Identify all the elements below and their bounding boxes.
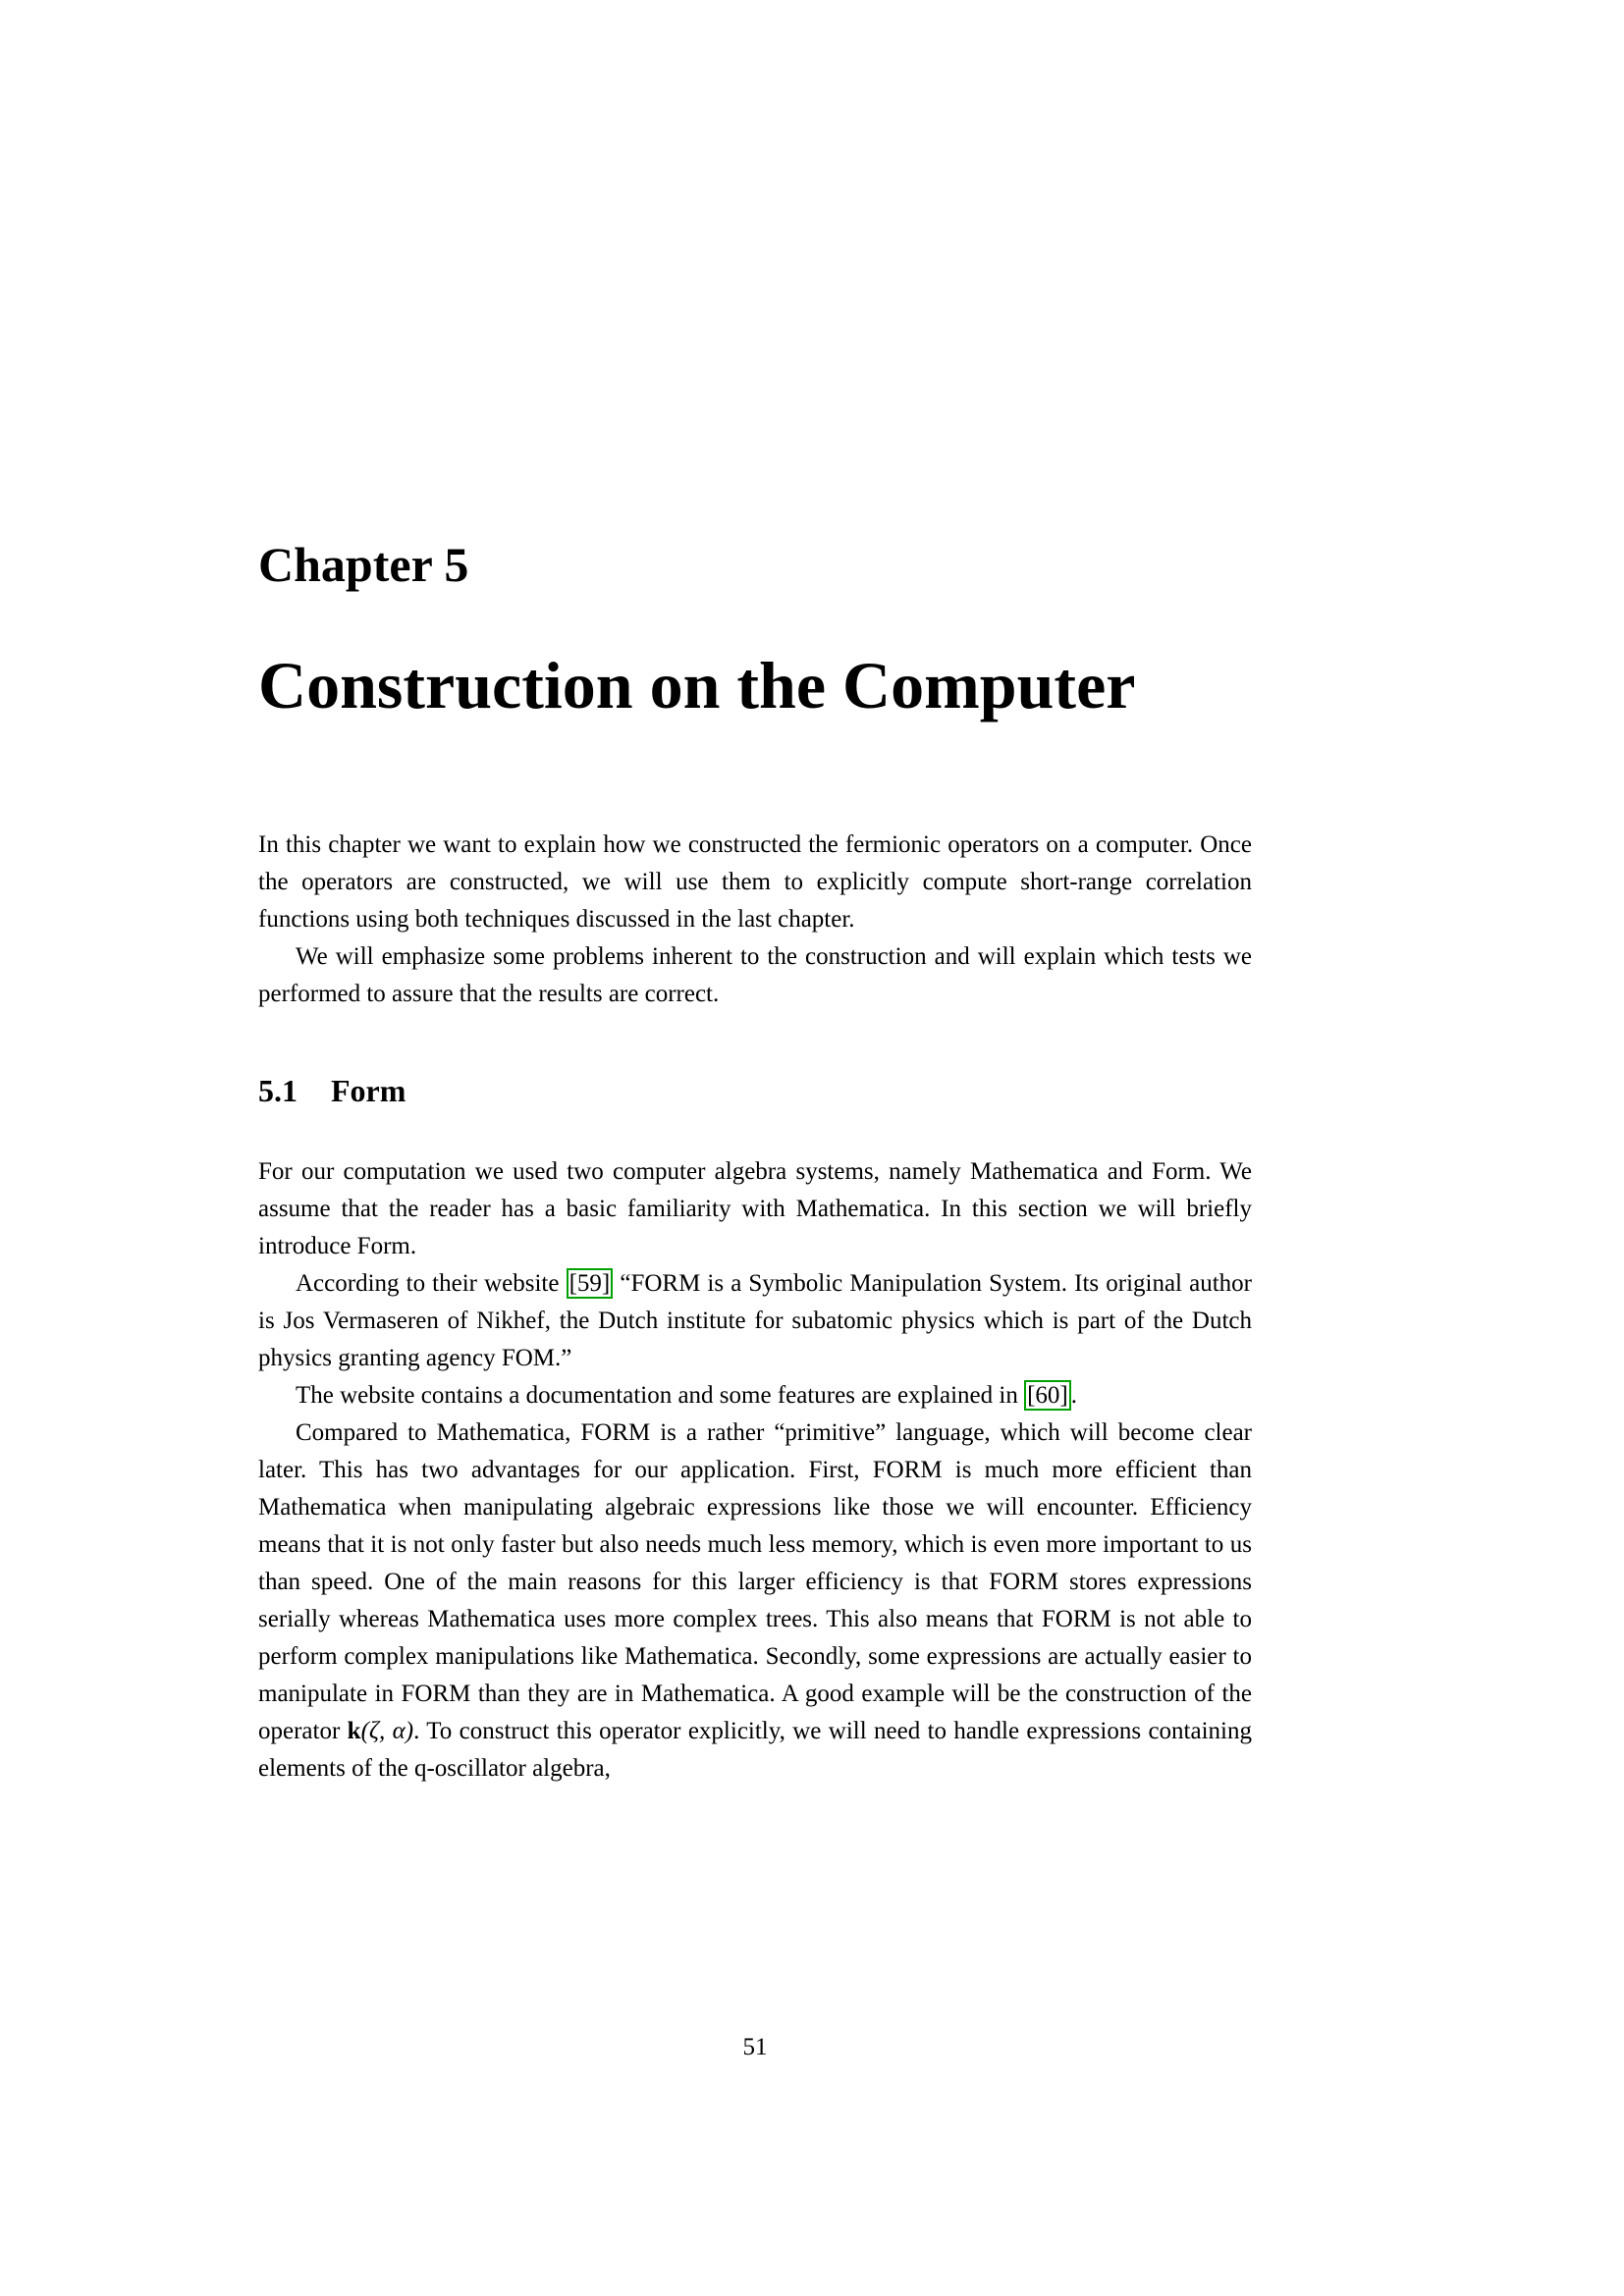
paragraph-text: Compared to Mathematica, FORM is a rather “primitive” language, which will become clear later. This has two advantages for our application. First, FORM is much more efficient than Mathematica when manipulating algebraic expressions like those we will encounter. Efficiency means that it is not only faster but also needs much less memory, which is even more important to us than speed. One of the main reasons for this larger efficiency is that FORM stores expressions serially whereas Mathematica uses more complex trees. This also means that FORM is not able to perform complex manipulations like Mathematica. Secondly, some expressions are actually easier to manipulate in FORM than they are in Mathematica. A good example will be the construction of the operator	[258, 1419, 1252, 1745]
section-title: Form	[331, 1072, 406, 1108]
math-operator-k: k	[347, 1718, 361, 1745]
paragraph-form-3	[258, 1377, 1252, 1415]
section-heading	[258, 1072, 1252, 1109]
citation-link-59[interactable]: [59]	[567, 1268, 614, 1299]
paragraph-text: The website contains a documentation and some features are explained in	[296, 1382, 1025, 1410]
chapter-title: Construction on the Computer	[258, 648, 1136, 722]
paragraph-intro-1: In this chapter we want to explain how we constructed the fermionic operators on a computer. Once the operators are constructed, we will use them to explicitly compute short-range correlation functions using both techniques discussed in the last chapter.	[258, 830, 1252, 933]
citation-link-60[interactable]: [60]	[1024, 1380, 1071, 1411]
page-number: 51	[742, 2034, 768, 2060]
paragraph-intro-2: We will emphasize some problems inherent to the construction and will explain which tests we performed to assure that the results are correct.	[258, 942, 1252, 1007]
math-operator-args: (ζ, α)	[360, 1718, 414, 1745]
paragraph-text: “FORM is a Symbolic Manipulation System. Its original author is Jos Vermaseren of Nikhef, the Dutch institute for subatomic physics which is part of the Dutch physics granting agency FOM.”	[258, 1270, 1252, 1372]
paragraph-form-4	[258, 1415, 1252, 1788]
section-number: 5.1	[258, 1072, 298, 1108]
paragraph-text: .	[1070, 1382, 1077, 1410]
paragraph-form-2	[258, 1265, 1252, 1377]
paragraph-text: According to their website	[296, 1270, 567, 1298]
text-column	[258, 538, 1252, 1788]
paragraph-form-1: For our computation we used two computer algebra systems, namely Mathematica and Form. We assume that the reader has a basic familiarity with Mathematica. In this section we will briefly introduce Form.	[258, 1158, 1252, 1260]
paragraph-text: . To construct this operator explicitly, we will need to handle expressions containing elements of the q-oscillator algebra,	[258, 1718, 1252, 1783]
chapter-label: Chapter 5	[258, 537, 469, 592]
